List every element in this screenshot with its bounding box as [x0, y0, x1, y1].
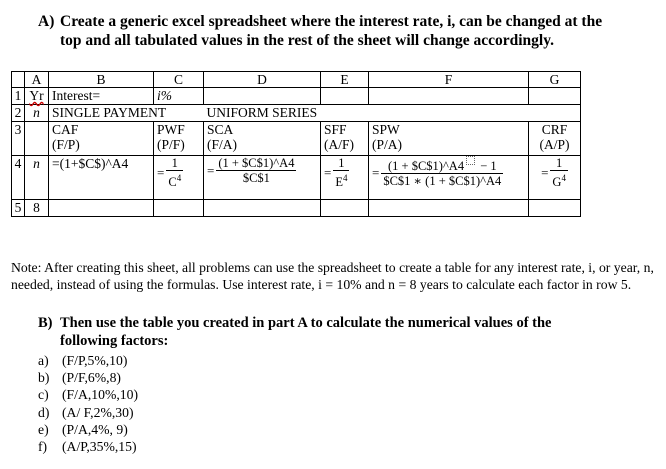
part-b-label: B) — [38, 315, 53, 331]
g1-cell — [529, 88, 581, 105]
col-header-d: D — [204, 72, 321, 88]
single-payment-header: SINGLE PAYMENT — [49, 105, 204, 122]
col-header-a: A — [25, 72, 49, 88]
row-number: 3 — [12, 122, 25, 156]
e5-cell — [321, 200, 369, 217]
list-item: d) (A/ F,2%,30) — [38, 404, 134, 420]
sca-header: SCA (F/A) — [204, 122, 321, 156]
row-number: 2 — [12, 105, 25, 122]
interest-label: Interest= — [49, 88, 154, 105]
n-cell: n — [25, 156, 49, 200]
spreadsheet-table — [11, 71, 581, 217]
interest-rate-cell: i% — [154, 88, 204, 105]
corner-cell — [12, 72, 25, 88]
g5-cell — [529, 200, 581, 217]
list-item: a) (F/P,5%,10) — [38, 353, 128, 368]
year-value-cell: 8 — [25, 200, 49, 217]
part-a-line2: top and all tabulated values in the rest of the sheet will change accordingly. — [60, 32, 555, 49]
row-2 — [12, 105, 581, 122]
sca-formula: = $\frac{(1 + \$C\$1)\^{}A4}{\$C\$1}$ — [204, 156, 321, 200]
col-header-e: E — [321, 72, 369, 88]
sff-header: SFF (A/F) — [321, 122, 369, 156]
list-item: f) (A/P,35%,15) — [38, 439, 137, 455]
crf-header: CRF (A/P) — [529, 122, 581, 156]
pwf-formula: = $\frac{1}{C^4}$ — [154, 156, 204, 200]
row-number: 4 — [12, 156, 25, 200]
column-header-row — [12, 72, 581, 88]
d5-cell — [204, 200, 321, 217]
col-header-f: F — [369, 72, 529, 88]
row-5 — [12, 200, 581, 217]
row-number: 5 — [12, 200, 25, 217]
row-1 — [12, 88, 581, 105]
crf-formula: = $\frac{1}{G^4}$ — [529, 156, 581, 200]
col-header-b: B — [49, 72, 154, 88]
factor-list — [38, 352, 138, 455]
uniform-series-header: UNIFORM SERIES — [204, 105, 581, 122]
spw-header: SPW (P/A) — [369, 122, 529, 156]
row-3 — [12, 122, 581, 156]
row-number: 1 — [12, 88, 25, 105]
col-header-c: C — [154, 72, 204, 88]
part-b-line2: following factors: — [60, 333, 169, 349]
row-4 — [12, 156, 581, 200]
list-item: c) (F/A,10%,10) — [38, 387, 139, 403]
part-b-question — [38, 314, 658, 350]
sff-formula: = $\frac{1}{E^4}$ — [321, 156, 369, 200]
part-a-question — [38, 12, 658, 50]
f5-cell — [369, 200, 529, 217]
c5-cell — [154, 200, 204, 217]
list-item: b) (P/F,6%,8) — [38, 370, 121, 386]
b5-cell — [49, 200, 154, 217]
spw-formula: = $\frac{(1 + \$C\$1)\^{}A4 - 1}{\$C\$1 ∗ (1 + \$C\$1)\^{}A4}$ — [369, 156, 529, 200]
caf-header: CAF (F/P) — [49, 122, 154, 156]
caf-formula: =(1+$C$)^A4 — [49, 156, 154, 200]
d1-cell — [204, 88, 321, 105]
a3-cell — [25, 122, 49, 156]
e1-cell — [321, 88, 369, 105]
part-b-line1: Then use the table you created in part A to calculate the numerical values of the — [60, 315, 552, 331]
part-a-line1: Create a generic excel spreadsheet where the interest rate, i, can be changed at the — [60, 13, 603, 30]
part-a-label: A) — [38, 13, 55, 30]
note-paragraph: Note: After creating this sheet, all problems can use the spreadsheet to create a table for any interest rate, i, or year, n, needed, instead of using the formulas. Use interest rate, i = 10% and n = 8 years to calculate each factor in row 5. — [11, 260, 654, 292]
list-item: e) (P/A,4%, 9) — [38, 421, 128, 437]
pwf-header: PWF (P/F) — [154, 122, 204, 156]
year-label: Yr — [25, 88, 49, 105]
n-label: n — [25, 105, 49, 122]
f1-cell — [369, 88, 529, 105]
col-header-g: G — [529, 72, 581, 88]
